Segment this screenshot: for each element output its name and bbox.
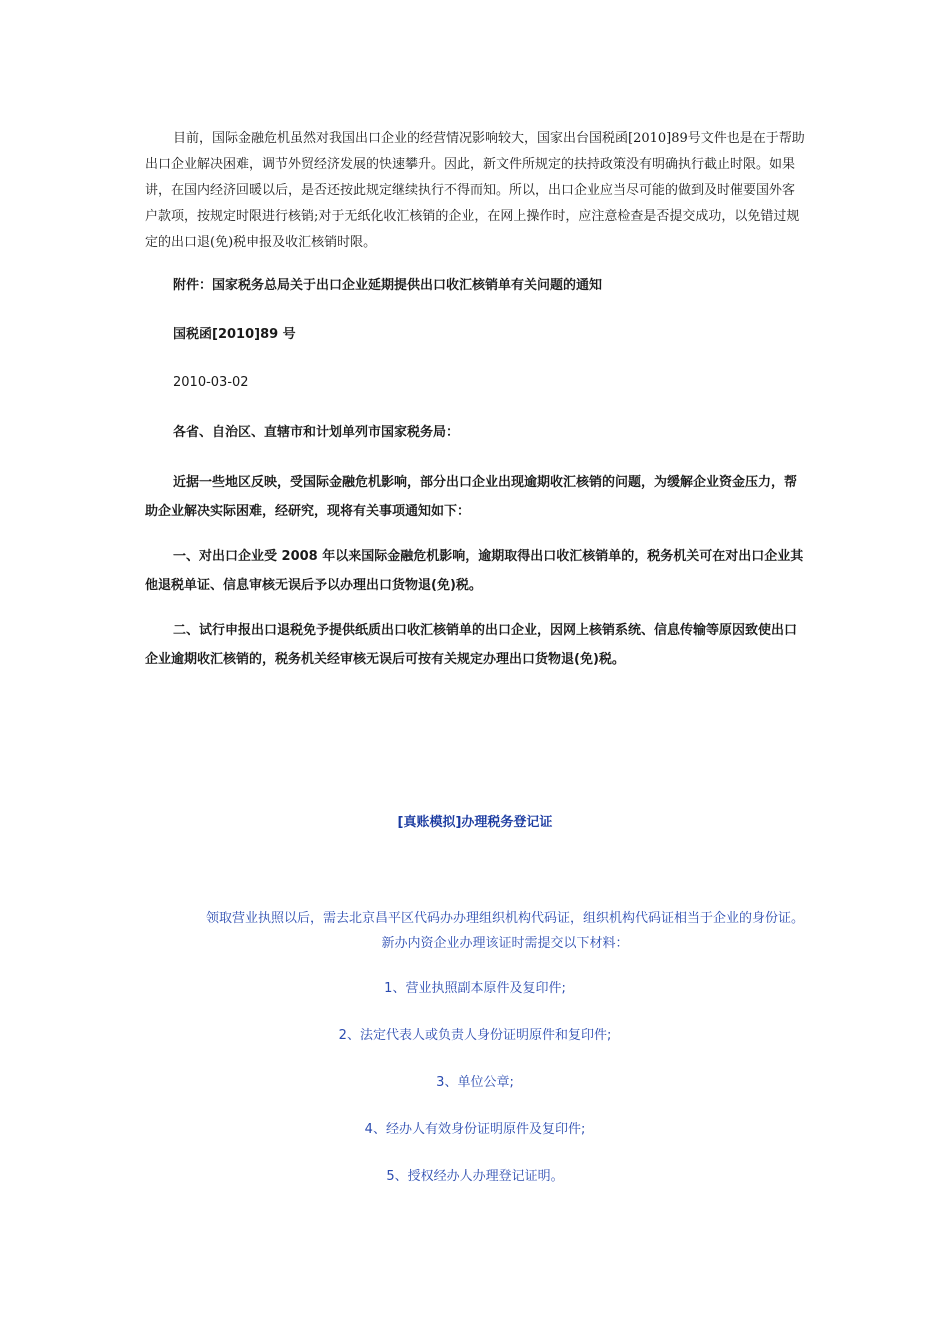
section-intro: 领取营业执照以后，需去北京昌平区代码办办理组织机构代码证，组织机构代码证相当于企业的身份证。新办内资企业办理该证时需提交以下材料： [205,911,804,951]
section-title: [真账模拟]办理税务登记证 [397,815,553,830]
document-date: 2010-03-02 [173,375,249,390]
notice-item-one: 一、对出口企业受 2008 年以来国际金融危机影响，逾期取得出口收汇核销单的，税务机关可在对出口企业其他退税单证、信息审核无误后予以办理出口货物退(免)税。 [145,549,804,593]
addressee: 各省、自治区、直辖市和计划单列市国家税务局： [173,425,460,440]
notice-item-two: 二、试行申报出口退税免予提供纸质出口收汇核销单的出口企业，因网上核销系统、信息传输等原因致使出口企业逾期收汇核销的，税务机关经审核无误后可按有关规定办理出口货物退(免)税。 [145,623,798,667]
intro-paragraph: 目前，国际金融危机虽然对我国出口企业的经营情况影响较大，国家出台国税函[2010]89号文件也是在于帮助出口企业解决困难，调节外贸经济发展的快速攀升。因此，新文件所规定的扶持政策没有明确执行截止时限。如果讲，在国内经济回暖以后，是否还按此规定继续执行不得而知。所以，出口企业应当尽可能的做到及时催要国外客户款项，按规定时限进行核销;对于无纸化收汇核销的企业，在网上操作时，应注意检查是否提交成功，以免错过规定的出口退(免)税申报及收汇核销时限。 [145,131,805,250]
list-item: 2、法定代表人或负责人身份证明原件和复印件; [338,1028,612,1043]
attachment-title: 附件：国家税务总局关于出口企业延期提供出口收汇核销单有关问题的通知 [173,278,603,293]
list-item: 5、授权经办人办理登记证明。 [386,1169,564,1184]
list-item: 1、营业执照副本原件及复印件; [384,981,566,996]
notice-intro-paragraph: 近据一些地区反映，受国际金融危机影响，部分出口企业出现逾期收汇核销的问题，为缓解企业资金压力，帮助企业解决实际困难，经研究，现将有关事项通知如下： [145,475,798,519]
list-item: 4、经办人有效身份证明原件及复印件; [364,1122,586,1137]
list-item: 3、单位公章; [436,1075,514,1090]
document-number: 国税函[2010]89 号 [173,327,296,342]
